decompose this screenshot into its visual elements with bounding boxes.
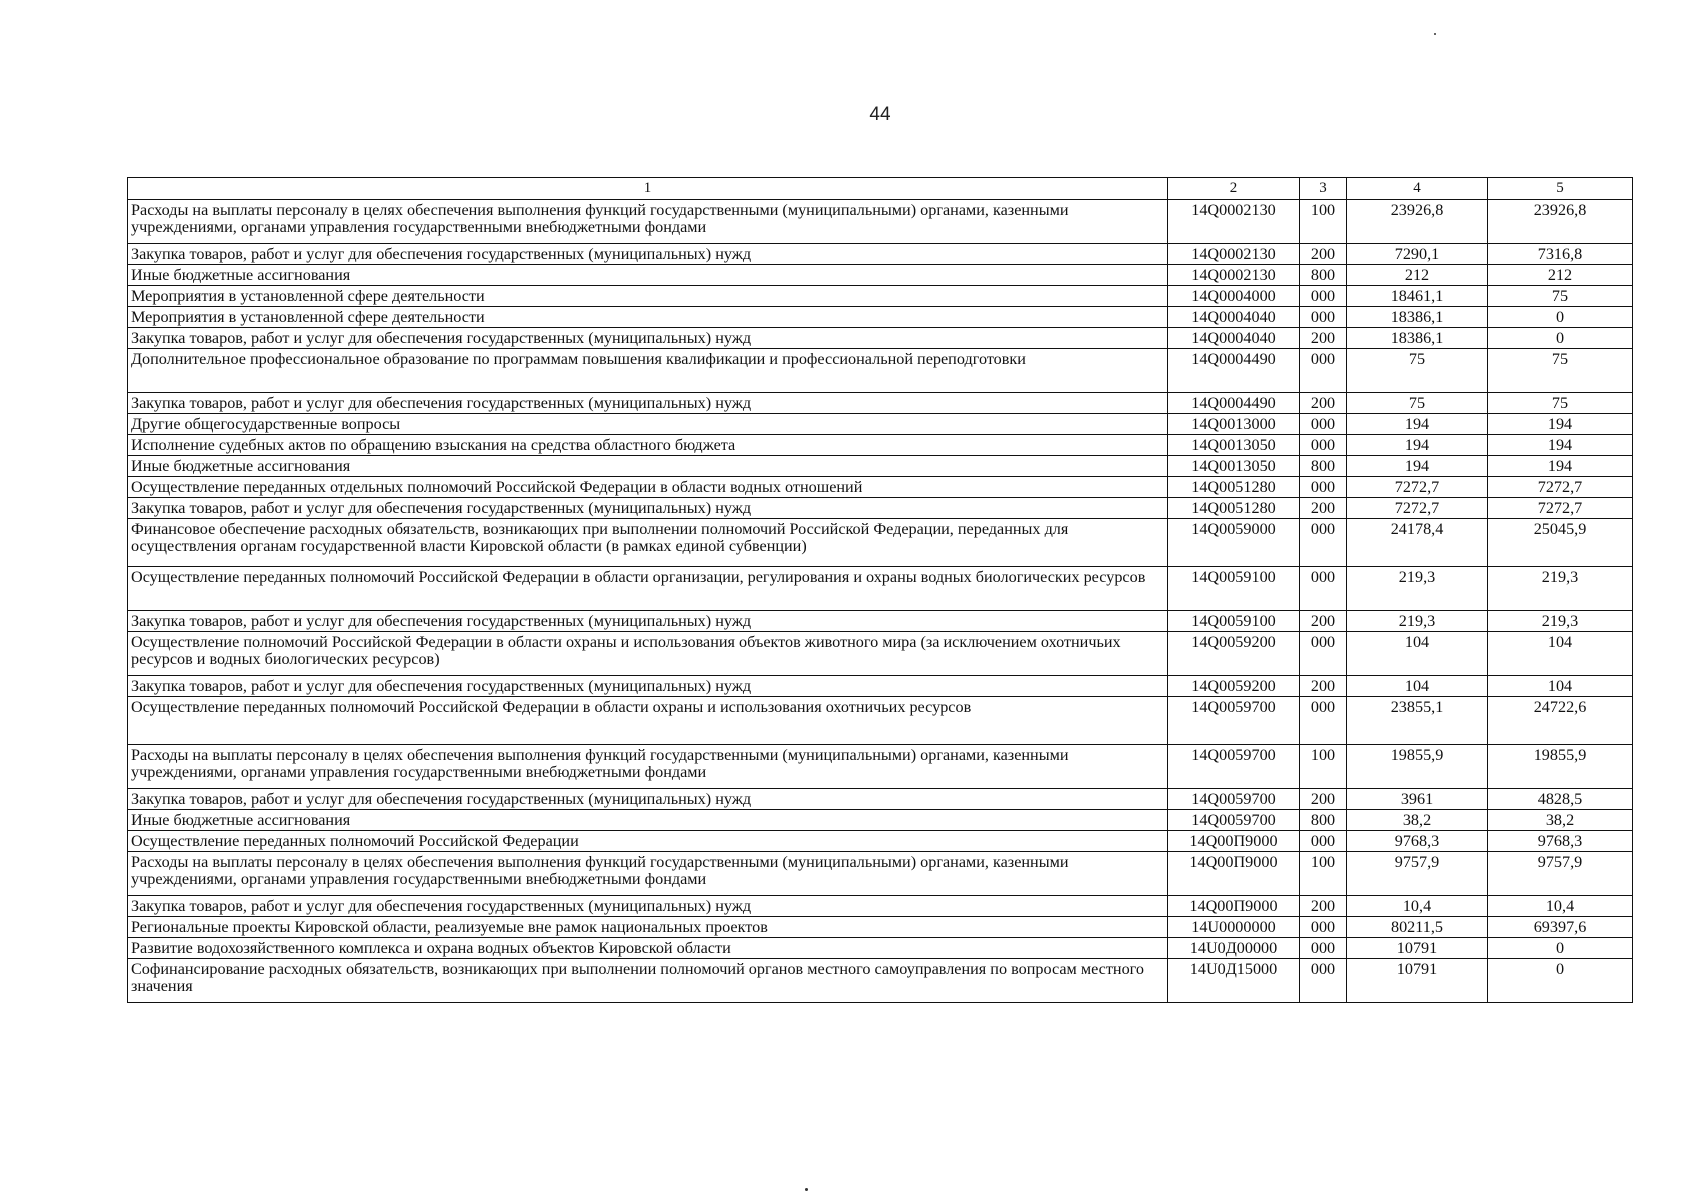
cell-value-col4: 10,4: [1347, 896, 1488, 917]
cell-value-col4: 10791: [1347, 938, 1488, 959]
cell-value-col4: 9768,3: [1347, 831, 1488, 852]
header-cell: 4: [1347, 178, 1488, 200]
scan-speck: [805, 1188, 808, 1191]
cell-expense-type: 100: [1300, 852, 1347, 896]
cell-expense-type: 000: [1300, 414, 1347, 435]
cell-value-col4: 18386,1: [1347, 328, 1488, 349]
cell-name: Иные бюджетные ассигнования: [128, 456, 1168, 477]
cell-expense-type: 100: [1300, 745, 1347, 789]
cell-expense-type: 000: [1300, 959, 1347, 1003]
table-row: [128, 567, 1633, 611]
table-row: [128, 307, 1633, 328]
cell-value-col5: 4828,5: [1488, 789, 1633, 810]
header-cell: 3: [1300, 178, 1347, 200]
cell-value-col5: 75: [1488, 349, 1633, 393]
cell-expense-type: 000: [1300, 349, 1347, 393]
cell-name: Развитие водохозяйственного комплекса и охрана водных объектов Кировской области: [128, 938, 1168, 959]
cell-name: Исполнение судебных актов по обращению взыскания на средства областного бюджета: [128, 435, 1168, 456]
cell-name: Расходы на выплаты персоналу в целях обеспечения выполнения функций государственными (муниципальными) органами, казенными учреждениями, органами управления государственными внебюджетными фондами: [128, 852, 1168, 896]
cell-value-col4: 219,3: [1347, 611, 1488, 632]
cell-value-col5: 7316,8: [1488, 244, 1633, 265]
table-row: [128, 938, 1633, 959]
cell-value-col4: 194: [1347, 414, 1488, 435]
table-row: [128, 917, 1633, 938]
table-row: [128, 265, 1633, 286]
table-row: [128, 745, 1633, 789]
cell-code: 14Q0004000: [1168, 286, 1300, 307]
cell-value-col5: 75: [1488, 393, 1633, 414]
cell-value-col5: 0: [1488, 938, 1633, 959]
cell-value-col4: 219,3: [1347, 567, 1488, 611]
cell-code: 14Q0004490: [1168, 349, 1300, 393]
cell-value-col4: 9757,9: [1347, 852, 1488, 896]
cell-expense-type: 800: [1300, 810, 1347, 831]
header-cell: 1: [128, 178, 1168, 200]
cell-expense-type: 000: [1300, 831, 1347, 852]
cell-value-col5: 7272,7: [1488, 498, 1633, 519]
cell-value-col5: 38,2: [1488, 810, 1633, 831]
cell-value-col4: 75: [1347, 393, 1488, 414]
cell-expense-type: 800: [1300, 456, 1347, 477]
table-row: [128, 852, 1633, 896]
cell-value-col5: 104: [1488, 676, 1633, 697]
cell-expense-type: 000: [1300, 632, 1347, 676]
cell-value-col5: 19855,9: [1488, 745, 1633, 789]
cell-value-col4: 7272,7: [1347, 477, 1488, 498]
cell-value-col5: 25045,9: [1488, 519, 1633, 567]
header-row: [128, 178, 1633, 200]
cell-value-col5: 7272,7: [1488, 477, 1633, 498]
cell-name: Дополнительное профессиональное образование по программам повышения квалификации и профессиональной переподготовки: [128, 349, 1168, 393]
table-row: [128, 676, 1633, 697]
budget-table: [127, 177, 1633, 1003]
cell-expense-type: 000: [1300, 286, 1347, 307]
cell-value-col5: 194: [1488, 414, 1633, 435]
cell-expense-type: 000: [1300, 567, 1347, 611]
table-row: [128, 414, 1633, 435]
cell-name: Закупка товаров, работ и услуг для обеспечения государственных (муниципальных) нужд: [128, 611, 1168, 632]
cell-value-col5: 23926,8: [1488, 200, 1633, 244]
cell-name: Осуществление переданных отдельных полномочий Российской Федерации в области водных отношений: [128, 477, 1168, 498]
cell-expense-type: 200: [1300, 393, 1347, 414]
cell-name: Закупка товаров, работ и услуг для обеспечения государственных (муниципальных) нужд: [128, 896, 1168, 917]
cell-expense-type: 200: [1300, 498, 1347, 519]
cell-expense-type: 200: [1300, 676, 1347, 697]
cell-code: 14U0Д15000: [1168, 959, 1300, 1003]
cell-expense-type: 000: [1300, 938, 1347, 959]
table-row: [128, 456, 1633, 477]
table-row: [128, 286, 1633, 307]
cell-name: Финансовое обеспечение расходных обязательств, возникающих при выполнении полномочий Российской Федерации, переданных для осуществления органам государственной власти Кировской области (в рамках единой субвенции): [128, 519, 1168, 567]
cell-value-col4: 80211,5: [1347, 917, 1488, 938]
cell-name: Расходы на выплаты персоналу в целях обеспечения выполнения функций государственными (муниципальными) органами, казенными учреждениями, органами управления государственными внебюджетными фондами: [128, 745, 1168, 789]
cell-name: Закупка товаров, работ и услуг для обеспечения государственных (муниципальных) нужд: [128, 244, 1168, 265]
table-row: [128, 498, 1633, 519]
cell-value-col4: 18461,1: [1347, 286, 1488, 307]
cell-code: 14Q0059200: [1168, 632, 1300, 676]
cell-value-col4: 19855,9: [1347, 745, 1488, 789]
header-cell: 2: [1168, 178, 1300, 200]
cell-name: Расходы на выплаты персоналу в целях обеспечения выполнения функций государственными (муниципальными) органами, казенными учреждениями, органами управления государственными внебюджетными фондами: [128, 200, 1168, 244]
cell-value-col5: 10,4: [1488, 896, 1633, 917]
table-row: [128, 831, 1633, 852]
cell-code: 14Q0004040: [1168, 328, 1300, 349]
table-row: [128, 244, 1633, 265]
table-row: [128, 328, 1633, 349]
cell-value-col5: 0: [1488, 307, 1633, 328]
cell-expense-type: 000: [1300, 917, 1347, 938]
cell-name: Закупка товаров, работ и услуг для обеспечения государственных (муниципальных) нужд: [128, 393, 1168, 414]
cell-expense-type: 200: [1300, 611, 1347, 632]
cell-code: 14Q0059100: [1168, 567, 1300, 611]
cell-name: Закупка товаров, работ и услуг для обеспечения государственных (муниципальных) нужд: [128, 328, 1168, 349]
cell-code: 14U0Д00000: [1168, 938, 1300, 959]
cell-value-col4: 10791: [1347, 959, 1488, 1003]
cell-expense-type: 000: [1300, 307, 1347, 328]
cell-value-col5: 9768,3: [1488, 831, 1633, 852]
cell-expense-type: 200: [1300, 896, 1347, 917]
cell-code: 14Q0004040: [1168, 307, 1300, 328]
cell-code: 14Q00П9000: [1168, 852, 1300, 896]
cell-name: Другие общегосударственные вопросы: [128, 414, 1168, 435]
cell-value-col5: 75: [1488, 286, 1633, 307]
cell-code: 14U0000000: [1168, 917, 1300, 938]
table-row: [128, 810, 1633, 831]
cell-value-col4: 75: [1347, 349, 1488, 393]
cell-code: 14Q0059700: [1168, 745, 1300, 789]
table-row: [128, 632, 1633, 676]
cell-expense-type: 000: [1300, 519, 1347, 567]
cell-name: Мероприятия в установленной сфере деятельности: [128, 286, 1168, 307]
cell-expense-type: 100: [1300, 200, 1347, 244]
cell-code: 14Q0059700: [1168, 789, 1300, 810]
cell-value-col4: 24178,4: [1347, 519, 1488, 567]
cell-value-col4: 3961: [1347, 789, 1488, 810]
cell-name: Иные бюджетные ассигнования: [128, 265, 1168, 286]
table-body: [128, 200, 1633, 1003]
table-row: [128, 697, 1633, 745]
cell-name: Закупка товаров, работ и услуг для обеспечения государственных (муниципальных) нужд: [128, 789, 1168, 810]
cell-value-col4: 7290,1: [1347, 244, 1488, 265]
cell-code: 14Q0002130: [1168, 200, 1300, 244]
cell-name: Региональные проекты Кировской области, реализуемые вне рамок национальных проектов: [128, 917, 1168, 938]
table-row: [128, 435, 1633, 456]
cell-value-col4: 104: [1347, 676, 1488, 697]
cell-code: 14Q0013050: [1168, 435, 1300, 456]
cell-expense-type: 200: [1300, 328, 1347, 349]
cell-name: Осуществление полномочий Российской Федерации в области охраны и использования объектов животного мира (за исключением охотничьих ресурсов и водных биологических ресурсов): [128, 632, 1168, 676]
cell-code: 14Q0059700: [1168, 810, 1300, 831]
cell-value-col4: 104: [1347, 632, 1488, 676]
table-row: [128, 200, 1633, 244]
cell-value-col5: 0: [1488, 328, 1633, 349]
cell-code: 14Q0013050: [1168, 456, 1300, 477]
cell-expense-type: 000: [1300, 435, 1347, 456]
cell-expense-type: 000: [1300, 697, 1347, 745]
cell-value-col5: 219,3: [1488, 611, 1633, 632]
cell-value-col5: 104: [1488, 632, 1633, 676]
cell-value-col5: 212: [1488, 265, 1633, 286]
cell-name: Осуществление переданных полномочий Российской Федерации: [128, 831, 1168, 852]
table-row: [128, 896, 1633, 917]
cell-code: 14Q00П9000: [1168, 896, 1300, 917]
cell-value-col4: 194: [1347, 435, 1488, 456]
cell-value-col4: 18386,1: [1347, 307, 1488, 328]
cell-value-col4: 212: [1347, 265, 1488, 286]
cell-code: 14Q0013000: [1168, 414, 1300, 435]
cell-value-col4: 38,2: [1347, 810, 1488, 831]
cell-value-col5: 0: [1488, 959, 1633, 1003]
cell-value-col4: 23855,1: [1347, 697, 1488, 745]
table-row: [128, 611, 1633, 632]
header-cell: 5: [1488, 178, 1633, 200]
cell-code: 14Q00П9000: [1168, 831, 1300, 852]
table-row: [128, 519, 1633, 567]
cell-code: 14Q0059000: [1168, 519, 1300, 567]
page-number: 44: [869, 104, 891, 125]
table-row: [128, 789, 1633, 810]
table-row: [128, 393, 1633, 414]
cell-code: 14Q0051280: [1168, 498, 1300, 519]
cell-name: Закупка товаров, работ и услуг для обеспечения государственных (муниципальных) нужд: [128, 498, 1168, 519]
cell-name: Закупка товаров, работ и услуг для обеспечения государственных (муниципальных) нужд: [128, 676, 1168, 697]
cell-expense-type: 200: [1300, 789, 1347, 810]
cell-code: 14Q0002130: [1168, 244, 1300, 265]
table-row: [128, 349, 1633, 393]
cell-name: Осуществление переданных полномочий Российской Федерации в области организации, регулирования и охраны водных биологических ресурсов: [128, 567, 1168, 611]
table-row: [128, 477, 1633, 498]
cell-code: 14Q0059100: [1168, 611, 1300, 632]
cell-expense-type: 000: [1300, 477, 1347, 498]
cell-code: 14Q0051280: [1168, 477, 1300, 498]
cell-name: Осуществление переданных полномочий Российской Федерации в области охраны и использования охотничьих ресурсов: [128, 697, 1168, 745]
cell-value-col4: 194: [1347, 456, 1488, 477]
cell-code: 14Q0002130: [1168, 265, 1300, 286]
cell-code: 14Q0004490: [1168, 393, 1300, 414]
cell-value-col5: 9757,9: [1488, 852, 1633, 896]
cell-code: 14Q0059200: [1168, 676, 1300, 697]
scan-speck: [1434, 33, 1436, 35]
cell-value-col4: 23926,8: [1347, 200, 1488, 244]
cell-value-col5: 194: [1488, 435, 1633, 456]
cell-code: 14Q0059700: [1168, 697, 1300, 745]
cell-value-col5: 219,3: [1488, 567, 1633, 611]
cell-name: Мероприятия в установленной сфере деятельности: [128, 307, 1168, 328]
table-row: [128, 959, 1633, 1003]
cell-value-col5: 69397,6: [1488, 917, 1633, 938]
cell-name: Софинансирование расходных обязательств, возникающих при выполнении полномочий органов местного самоуправления по вопросам местного значения: [128, 959, 1168, 1003]
cell-expense-type: 200: [1300, 244, 1347, 265]
cell-value-col5: 194: [1488, 456, 1633, 477]
cell-value-col4: 7272,7: [1347, 498, 1488, 519]
cell-expense-type: 800: [1300, 265, 1347, 286]
cell-name: Иные бюджетные ассигнования: [128, 810, 1168, 831]
cell-value-col5: 24722,6: [1488, 697, 1633, 745]
